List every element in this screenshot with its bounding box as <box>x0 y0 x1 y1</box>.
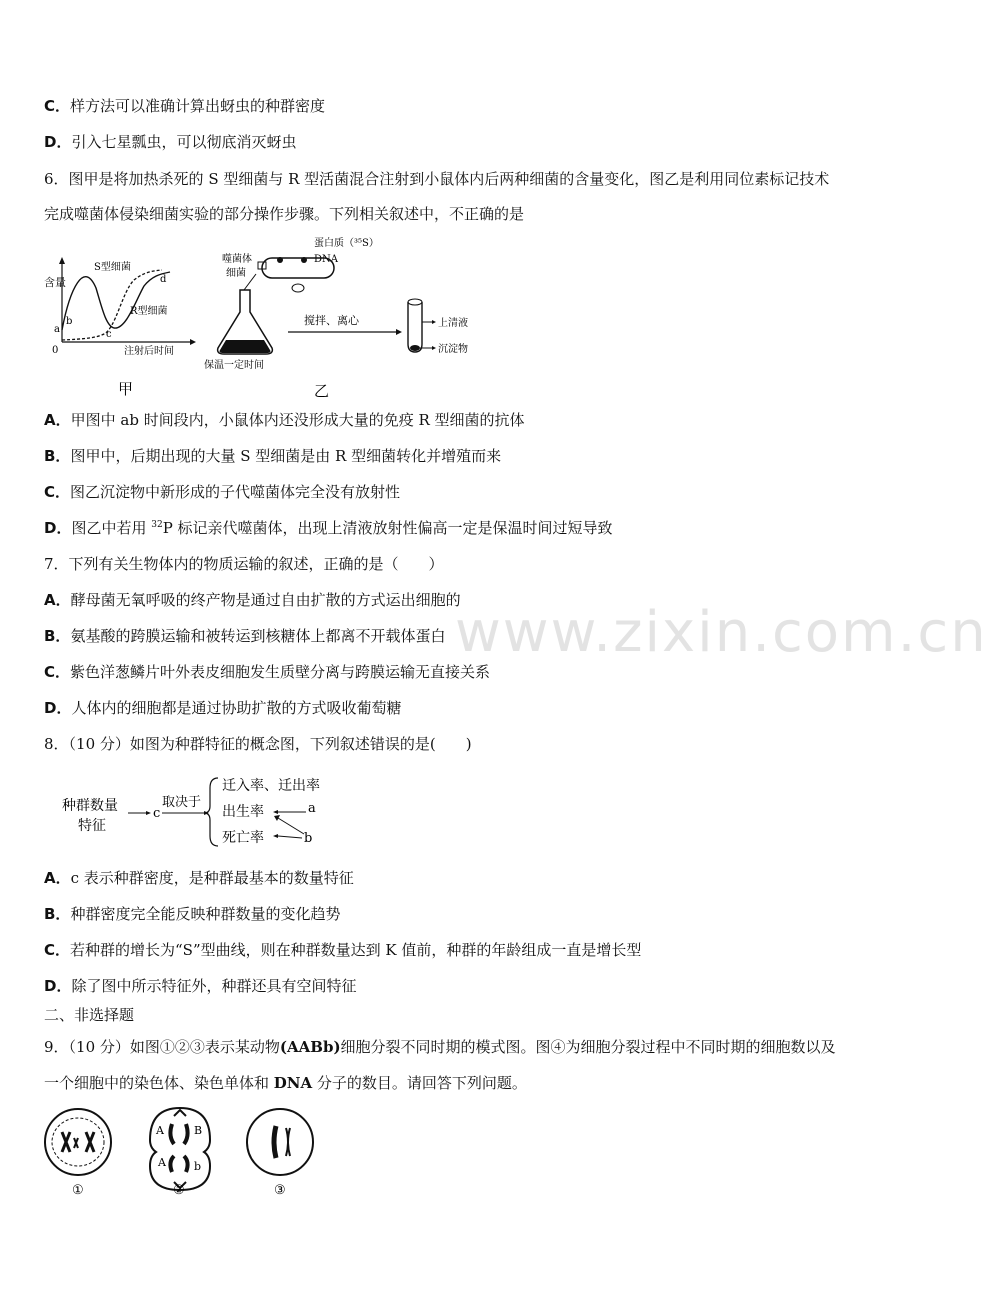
q7-option-a <box>44 589 461 611</box>
allele-label: B <box>194 1124 203 1137</box>
chromosome-icon <box>184 1156 188 1172</box>
phage-icon <box>277 257 283 263</box>
q5-option-d <box>44 131 296 153</box>
cell-3-figure <box>247 1109 313 1198</box>
cell-2-figure <box>150 1108 210 1198</box>
option-letter: D． <box>44 133 72 151</box>
allele-label: A <box>156 1124 164 1137</box>
q5-option-c <box>44 95 325 117</box>
arrow-head <box>273 834 278 838</box>
q7-stem: 7．下列有关生物体内的物质运输的叙述，正确的是（ ） <box>44 555 444 573</box>
text: 9．（10 分）如图①②③表示某动物 <box>44 1038 280 1056</box>
chromosome-icon <box>74 1138 78 1148</box>
flask-liquid <box>220 340 271 353</box>
option-letter: C． <box>44 97 71 115</box>
option-letter: B． <box>44 627 71 645</box>
option-text-pre: 图乙中若用 <box>71 519 152 537</box>
option-letter: B． <box>44 905 71 923</box>
q6-option-b <box>44 445 501 467</box>
caption-jia: 甲 <box>118 380 134 398</box>
spindle <box>52 1118 104 1166</box>
q9-stem-line1 <box>44 1036 836 1058</box>
option-text: 甲图中 ab 时间段内，小鼠体内还没形成大量的免疫 R 型细菌的抗体 <box>70 411 525 429</box>
sediment-mark <box>410 345 420 351</box>
arrow-head <box>274 815 280 821</box>
diagram-left-2: 特征 <box>78 818 106 834</box>
option-text: 氨基酸的跨膜运输和被转运到核糖体上都离不开载体蛋白 <box>70 627 446 645</box>
cell-membrane <box>247 1109 313 1175</box>
plasmid-icon <box>292 284 304 292</box>
q8-option-d <box>44 975 356 997</box>
option-text: 图乙沉淀物中新形成的子代噬菌体完全没有放射性 <box>70 483 401 501</box>
chromosome-icon <box>86 1132 94 1152</box>
s-curve <box>62 270 162 340</box>
option-letter: D． <box>44 699 72 717</box>
superscript: 32 <box>151 520 163 530</box>
origin-label: 0 <box>52 345 59 356</box>
y-axis-arrow <box>59 257 65 264</box>
chromosome-icon <box>184 1124 188 1144</box>
diagram-c: c <box>153 806 161 821</box>
diagram-left-1: 种群数量 <box>62 798 118 814</box>
centriole-icon <box>174 1110 186 1116</box>
arrow-b-birth <box>278 818 304 834</box>
chromosome-icon <box>170 1156 174 1172</box>
option-text: 人体内的细胞都是通过协助扩散的方式吸收葡萄糖 <box>71 699 402 717</box>
chromosome-icon <box>170 1124 174 1144</box>
diagram-a: a <box>308 801 316 816</box>
caption-2: ② <box>173 1183 185 1198</box>
sediment-label: 沉淀物 <box>438 344 468 355</box>
point-c: c <box>106 329 112 340</box>
arrow-head <box>273 810 278 814</box>
option-text: 若种群的增长为“S”型曲线，则在种群数量达到 K 值前，种群的年龄组成一直是增长型 <box>70 941 642 959</box>
option-letter: A． <box>44 591 71 609</box>
arrow-b-death <box>278 836 302 838</box>
chromosome-icon <box>288 1128 290 1156</box>
option-text: 酵母菌无氧呼吸的终产物是通过自由扩散的方式运出细胞的 <box>70 591 461 609</box>
supernatant-label: 上清液 <box>438 318 468 329</box>
option-text: 除了图中所示特征外，种群还具有空间特征 <box>71 977 357 995</box>
incubate-label: 保温一定时间 <box>204 360 264 371</box>
s-label: S型细菌 <box>94 262 131 273</box>
allele-label: A <box>158 1156 166 1169</box>
q8-option-c <box>44 939 641 961</box>
q6-stem-line1: 6．图甲是将加热杀死的 S 型细菌与 R 型活菌混合注射到小鼠体内后两种细菌的含量变化，图乙是利用同位素标记技术 <box>44 170 830 188</box>
caption-yi: 乙 <box>314 382 330 400</box>
dna-term: DNA <box>273 1074 313 1092</box>
diagram-depends: 取决于 <box>162 795 202 810</box>
text: 细胞分裂不同时期的模式图。图④为细胞分裂过程中不同时期的细胞数以及 <box>340 1038 836 1056</box>
diagram-item-1: 迁入率、迁出率 <box>222 778 320 794</box>
section-heading: 二、非选择题 <box>44 1006 135 1024</box>
process-arrow-head <box>396 329 402 335</box>
option-text: 种群密度完全能反映种群数量的变化趋势 <box>70 905 341 923</box>
option-letter: D． <box>44 977 72 995</box>
pointer-head <box>432 346 436 350</box>
y-label: 含量 <box>44 276 66 289</box>
cell-membrane <box>45 1109 111 1175</box>
q7-option-c <box>44 661 490 683</box>
pointer-head <box>432 320 436 324</box>
option-letter: C． <box>44 941 71 959</box>
cell-membrane <box>150 1108 210 1190</box>
option-text: 图甲中，后期出现的大量 S 型细菌是由 R 型细菌转化并增殖而来 <box>70 447 502 465</box>
point-d: d <box>160 274 167 285</box>
watermark: www.zixin.com.cn <box>455 600 988 665</box>
q7-option-d <box>44 697 401 719</box>
allele-label: b <box>194 1160 202 1173</box>
y-axis-label-1 <box>44 275 66 289</box>
process-label: 搅拌、离心 <box>304 314 359 327</box>
option-letter: C． <box>44 663 71 681</box>
r-label: R型细菌 <box>130 306 168 317</box>
q7-option-b <box>44 625 445 647</box>
point-a: a <box>54 324 60 335</box>
option-text: 引入七星瓢虫，可以彻底消灭蚜虫 <box>71 133 297 151</box>
text: 分子的数目。请回答下列问题。 <box>312 1074 527 1092</box>
dna-label: DNA <box>314 254 338 265</box>
q6-stem-line2: 完成噬菌体侵染细菌实验的部分操作步骤。下列相关叙述中，不正确的是 <box>44 205 525 223</box>
x-axis-label: 注射后时间 <box>124 346 174 357</box>
tube-rim <box>408 299 422 305</box>
option-text: c 表示种群密度，是种群最基本的数量特征 <box>70 869 354 887</box>
text: 一个细胞中的染色体、染色单体和 <box>44 1074 274 1092</box>
genotype: (AABb) <box>279 1038 341 1056</box>
option-text: 样方法可以准确计算出蚜虫的种群密度 <box>70 97 326 115</box>
diagram-b: b <box>304 831 313 846</box>
option-letter: A． <box>44 411 71 429</box>
option-letter: D． <box>44 519 72 537</box>
option-letter: B． <box>44 447 71 465</box>
chromosome-icon <box>274 1126 276 1158</box>
protein-label: 蛋白质（³⁵S） <box>314 238 379 249</box>
chromosome-icon <box>62 1132 70 1152</box>
option-text-post: P 标记亲代噬菌体，出现上清液放射性偏高一定是保温时间过短导致 <box>162 519 613 537</box>
figure-jia <box>44 248 204 408</box>
cell-1-figure <box>45 1109 111 1198</box>
caption-3: ③ <box>274 1183 286 1198</box>
option-text: 紫色洋葱鳞片叶外表皮细胞发生质壁分离与跨膜运输无直接关系 <box>70 663 491 681</box>
arrow-head <box>146 811 151 815</box>
q6-option-c <box>44 481 400 503</box>
diagram-item-3: 死亡率 <box>222 830 264 846</box>
q8-stem: 8．（10 分）如图为种群特征的概念图，下列叙述错误的是( ) <box>44 735 472 753</box>
option-letter: A． <box>44 869 71 887</box>
caption-1: ① <box>72 1183 84 1198</box>
figure-yi <box>196 232 506 404</box>
option-letter: C． <box>44 483 71 501</box>
q6-option-a <box>44 409 525 431</box>
q9-cell-figures <box>40 1104 330 1204</box>
test-tube-icon <box>408 302 422 352</box>
diagram-item-2: 出生率 <box>222 804 264 820</box>
q8-option-b <box>44 903 340 925</box>
phage-icon <box>301 257 307 263</box>
q9-stem-line2 <box>44 1072 527 1094</box>
q8-concept-diagram <box>56 770 356 850</box>
q6-option-d <box>44 517 613 539</box>
point-b: b <box>66 316 73 327</box>
q8-option-a <box>44 867 354 889</box>
r-curve <box>62 272 170 330</box>
phage-label-1: 噬菌体 <box>222 254 252 265</box>
phage-label-2: 细菌 <box>226 268 246 279</box>
